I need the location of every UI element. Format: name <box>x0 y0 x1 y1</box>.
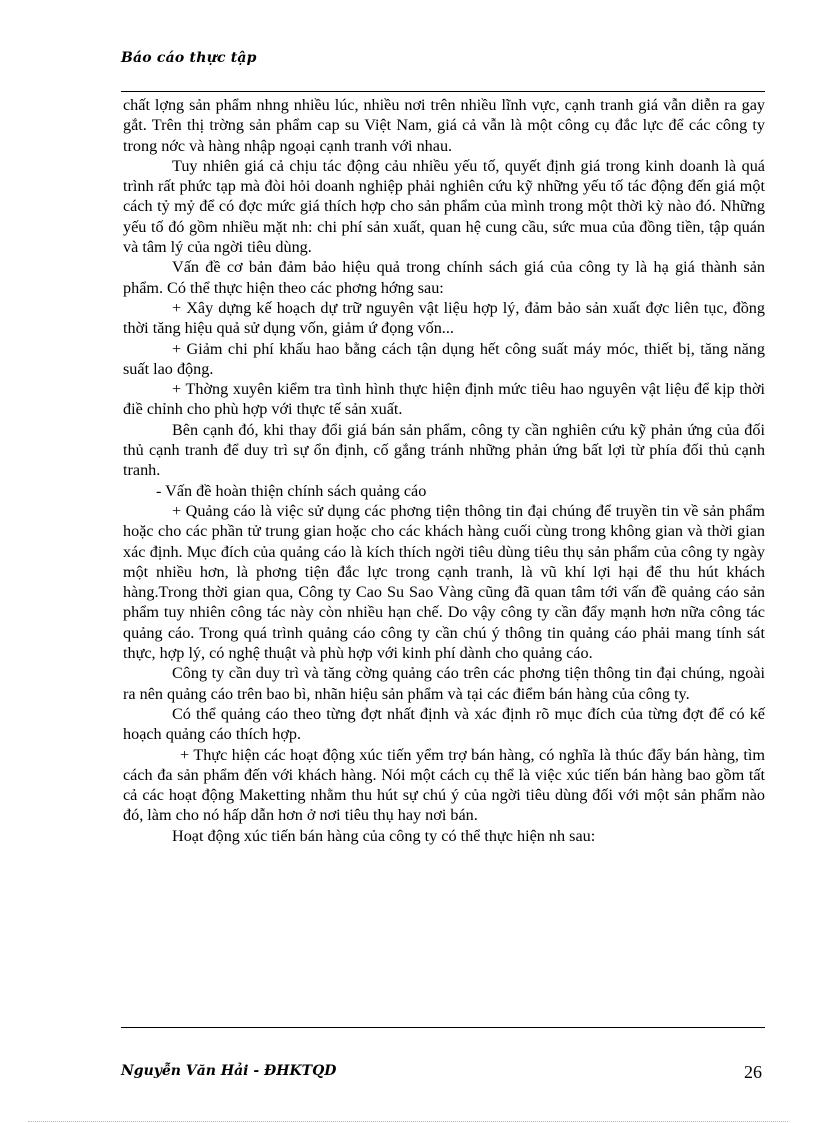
section-heading: - Vấn đề hoàn thiện chính sách quảng cáo <box>156 481 427 500</box>
paragraph: + Xây dựng kế hoạch dự trữ nguyên vật liệu hợp lý, đảm bảo sản xuất đợc liên tục, đồng thời tăng hiệu quả sử dụng vốn, giảm ứ đọng vốn... <box>123 298 765 338</box>
paragraph: Tuy nhiên giá cả chịu tác động cảu nhiều yếu tố, quyết định giá trong kinh doanh là quá trình rất phức tạp mà đòi hỏi doanh nghiệp phải nghiên cứu kỹ những yếu tố tác động đến giá một cách tỷ mỷ để có đợc mức giá thích hợp cho sản phẩm của mình trong một thời kỳ nào đó. Những yếu tố đó gồm nhiều mặt nh: chi phí sản xuất, quan hệ cung cầu, sức mua của đồng tiền, tập quán và tâm lý của ngời tiêu dùng. <box>123 156 765 257</box>
body-text <box>123 95 765 846</box>
footer-author: Nguyễn Văn Hải - ĐHKTQD <box>121 1063 337 1079</box>
paragraph: Hoạt động xúc tiến bán hàng của công ty có thể thực hiện nh sau: <box>172 826 596 845</box>
paragraph: + Quảng cáo là việc sử dụng các phơng tiện thông tin đại chúng để truyền tin về sản phẩm hoặc cho các phần tử trung gian hoặc cho các khách hàng cuối cùng trong không gian và thời gian xác định. Mục đích của quảng cáo là kích thích ngời tiêu dùng tiêu thụ sản phẩm của công ty ngày một nhiều hơn, là phơng tiện đắc lực trong cạnh tranh, là vũ khí lợi hại để thu hút khách hàng.Trong thời gian qua, Công ty Cao Su Sao Vàng cũng đã quan tâm tới vấn đề quảng cáo sản phẩm tuy nhiên công tác này còn nhiều hạn chế. Do vậy công ty cần đẩy mạnh hơn nữa công tác quảng cáo. Trong quá trình quảng cáo công ty cần chú ý thông tin quảng cáo phải mang tính sát thực, hợp lý, có nghệ thuật và phù hợp với kinh phí dành cho quảng cáo. <box>123 501 765 663</box>
paragraph: + Thờng xuyên kiểm tra tình hình thực hiện định mức tiêu hao nguyên vật liệu để kịp thời điề chỉnh cho phù hợp với thực tế sản xuất. <box>123 380 765 419</box>
paragraph: Công ty cần duy trì và tăng cờng quảng cáo trên các phơng tiện thông tin đại chúng, ngoài ra nên quảng cáo trên bao bì, nhãn hiệu sản phẩm và tại các điểm bán hàng của công ty. <box>123 664 765 703</box>
page-number: 26 <box>744 1062 762 1082</box>
paragraph: Bên cạnh đó, khi thay đổi giá bán sản phẩm, công ty cần nghiên cứu kỹ phản ứng của đối thủ cạnh tranh để duy trì sự ổn định, cố gắng tránh những phản ứng bất lợi từ phía đối thủ cạnh tranh. <box>123 420 765 480</box>
header-title: Báo cáo thực tập <box>121 50 257 66</box>
footer-divider <box>121 1027 765 1028</box>
paragraph: + Thực hiện các hoạt động xúc tiến yểm trợ bán hàng, có nghĩa là thúc đẩy bán hàng, tìm cách đa sản phẩm đến với khách hàng. Nói một cách cụ thể là việc xúc tiến bán hàng bao gồm tất cả các hoạt động Maketting nhằm thu hút sự chú ý của ngời tiêu dùng đối với một sản phẩm nào đó, làm cho nó hấp dẫn hơn ở nơi tiêu thụ hay nơi bán. <box>123 745 765 825</box>
page-edge-divider <box>28 1121 788 1122</box>
paragraph: chất lợng sản phẩm nhng nhiều lúc, nhiều nơi trên nhiều lĩnh vực, cạnh tranh giá vẫn diễn ra gay gắt. Trên thị trờng sản phẩm cap su Việt Nam, giá cả vẫn là một công cụ đắc lực để các công ty trong nớc và hàng nhập ngoại cạnh tranh với nhau. <box>123 96 765 155</box>
header-divider <box>121 91 765 92</box>
paragraph: Có thể quảng cáo theo từng đợt nhất định và xác định rõ mục đích của từng đợt để có kế hoạch quảng cáo thích hợp. <box>123 704 765 744</box>
paragraph: Vấn đề cơ bản đảm bảo hiệu quả trong chính sách giá của công ty là hạ giá thành sản phẩm. Có thể thực hiện theo các phơng hớng sau: <box>123 258 765 297</box>
paragraph: + Giảm chi phí khấu hao bằng cách tận dụng hết công suất máy móc, thiết bị, tăng năng suất lao động. <box>123 339 765 378</box>
